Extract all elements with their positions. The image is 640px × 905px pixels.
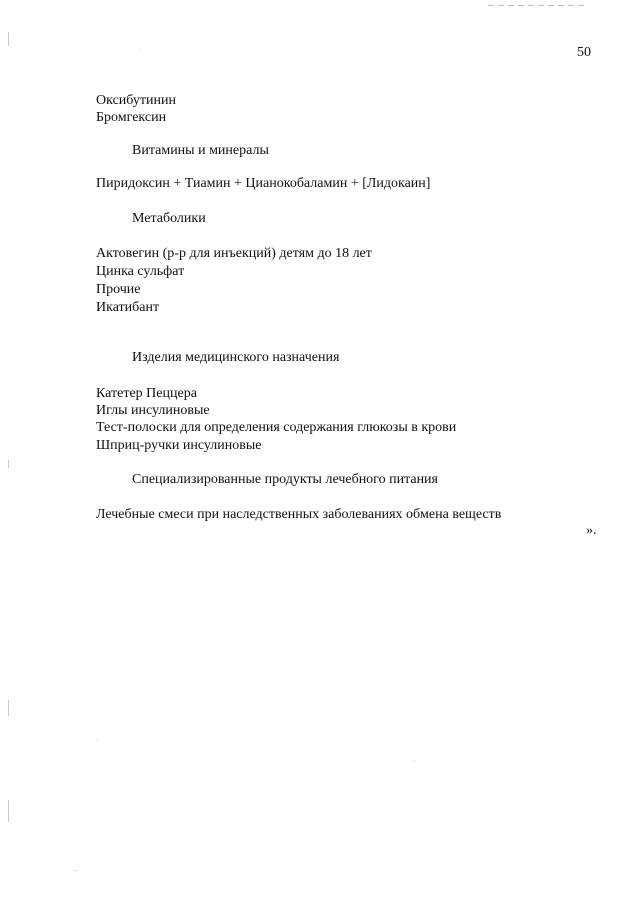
list-item: Цинка сульфат <box>96 264 185 279</box>
section-heading: Витамины и минералы <box>132 143 269 158</box>
section-heading: Метаболики <box>132 211 206 226</box>
list-item: Шприц-ручки инсулиновые <box>96 438 262 453</box>
list-item: Катетер Пеццера <box>96 386 197 401</box>
scan-artifact <box>8 800 9 822</box>
page-number: 50 <box>577 45 591 60</box>
scan-artifact <box>140 50 141 51</box>
list-item: Актовегин (р-р для инъекций) детям до 18 лет <box>96 246 372 261</box>
scan-artifact <box>488 5 588 6</box>
list-item: Бромгексин <box>96 110 167 125</box>
scan-artifact <box>96 740 97 741</box>
scan-artifact <box>8 32 9 46</box>
list-item: Икатибант <box>96 300 160 315</box>
scan-artifact <box>8 460 9 468</box>
list-item: Иглы инсулиновые <box>96 403 210 418</box>
section-heading: Изделия медицинского назначения <box>132 350 340 365</box>
scan-artifact <box>8 700 9 716</box>
list-item: Оксибутинин <box>96 93 176 108</box>
scan-artifact <box>414 760 415 761</box>
scan-artifact <box>74 870 76 871</box>
list-item: Пиридоксин + Тиамин + Цианокобаламин + [Лидокаин] <box>96 176 431 191</box>
closing-quote-mark: ». <box>586 523 597 538</box>
list-item: Прочие <box>96 282 141 297</box>
list-item: Тест-полоски для определения содержания глюкозы в крови <box>96 420 457 435</box>
section-heading: Специализированные продукты лечебного питания <box>132 472 438 487</box>
list-item: Лечебные смеси при наследственных заболеваниях обмена веществ <box>96 507 502 522</box>
